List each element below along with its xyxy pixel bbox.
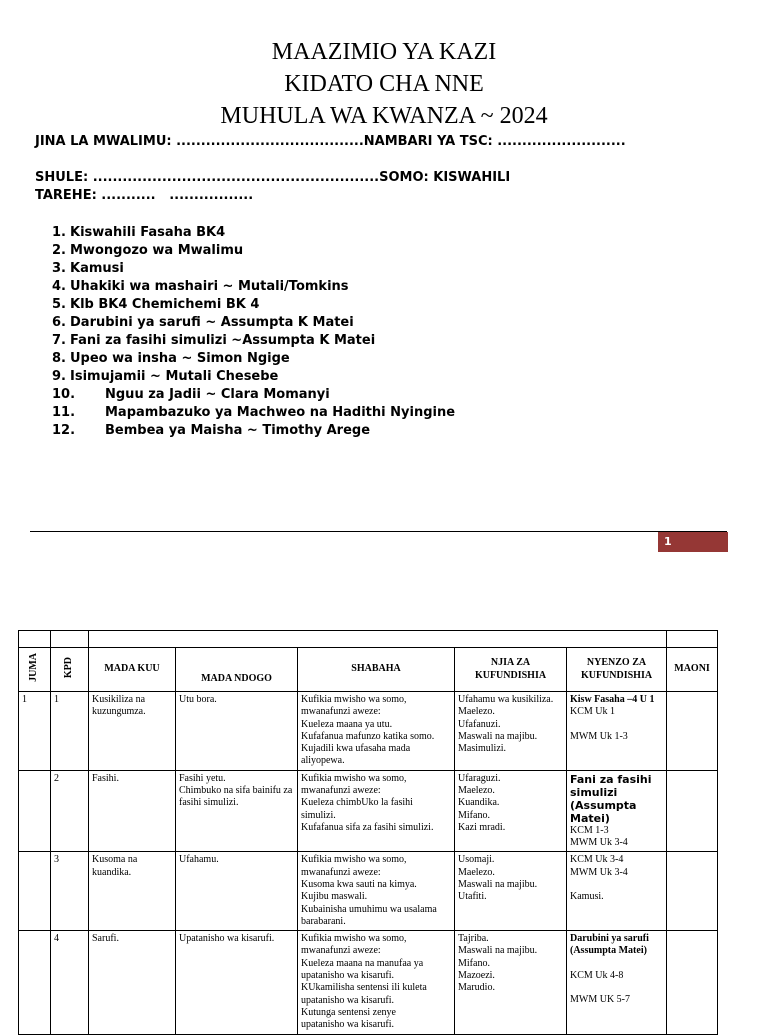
text-line: Kusoma kwa sauti na kimya. [301, 878, 417, 890]
text-line: Usomaji. [458, 854, 495, 866]
text-line: MWM UK 5-7 [570, 994, 630, 1006]
book-number: 5. [52, 297, 66, 312]
text-line: Ufaraguzi. [458, 772, 501, 784]
book-number: 7. [52, 333, 66, 348]
book-number: 1. [52, 225, 66, 240]
book-item [52, 242, 455, 260]
text-line: Kuandika. [458, 797, 500, 809]
text-line: KCM Uk 1 [570, 706, 616, 718]
text-line: Kujibu maswali. [301, 891, 368, 903]
book-item [52, 386, 455, 404]
book-number: 9. [52, 369, 66, 384]
header-juma-label: JUMA [28, 652, 40, 682]
text-line: Kufafanua mafunzo katika somo. [301, 730, 435, 742]
resource-title: Kisw Fasaha –4 U 1 [570, 694, 655, 705]
book-item [52, 296, 455, 314]
cell-nyenzo [567, 770, 667, 852]
cell-juma [19, 770, 51, 852]
book-title: Nguu za Jadii ~ Clara Momanyi [105, 387, 330, 402]
book-item [52, 422, 455, 440]
book-title: Mapambazuko ya Machweo na Hadithi Nyingine [105, 405, 456, 420]
book-title: Bembea ya Maisha ~ Timothy Arege [105, 423, 371, 438]
text-line: Maswali na majibu. [458, 878, 538, 890]
book-title: Mwongozo wa Mwalimu [70, 243, 244, 258]
document-title [0, 36, 768, 132]
text-line: Kueleza maana ya utu. [301, 718, 393, 730]
text-line: Kufikia mwisho wa somo, [301, 694, 407, 705]
book-item [52, 314, 455, 332]
cell-kpd: 4 [51, 931, 89, 1034]
spacer [570, 982, 663, 994]
text-line: Kufikia mwisho wa somo, [301, 933, 407, 945]
cell-njia [455, 852, 567, 931]
book-number: 6. [52, 315, 66, 330]
text-line: mwanafunzi aweze: [301, 706, 381, 718]
book-number: 3. [52, 261, 66, 276]
table-top-row [19, 631, 718, 648]
cell-njia [455, 692, 567, 771]
resource-title: Fani za fasihi simulizi (Assumpta Matei) [570, 772, 652, 825]
text-line: Kufikia mwisho wa somo, [301, 854, 407, 866]
header-nyenzo: NYENZO ZA KUFUNDISHIA [567, 648, 667, 692]
text-line: Ufahamu wa kusikiliza. [458, 694, 554, 705]
text-line: Tajriba. [458, 933, 489, 945]
spacer [570, 879, 663, 891]
book-title: Fani za fasihi simulizi ~Assumpta K Matei [70, 333, 376, 348]
text-line: mwanafunzi aweze: [301, 945, 381, 957]
text-line: KCM Uk 3-4 [570, 854, 624, 866]
title-line-2: KIDATO CHA NNE [284, 71, 484, 97]
text-line: Mifano. [458, 957, 490, 969]
date-info-line: TAREHE: ........... ................. [35, 188, 254, 203]
book-title: Kamusi [70, 261, 124, 276]
book-item [52, 368, 455, 386]
scheme-of-work-table [18, 630, 718, 1035]
book-number: 4. [52, 279, 66, 294]
empty-cell [89, 631, 667, 648]
book-title: Kiswahili Fasaha BK4 [70, 225, 226, 240]
cell-shabaha [298, 931, 455, 1034]
text-line: Ufafanuzi. [458, 718, 501, 730]
book-title: Uhakiki wa mashairi ~ Mutali/Tomkins [70, 279, 349, 294]
header-juma [19, 648, 51, 692]
title-line-1: MAAZIMIO YA KAZI [271, 39, 497, 65]
cell-maoni [667, 931, 718, 1034]
book-title: Upeo wa insha ~ Simon Ngige [70, 351, 290, 366]
empty-cell [51, 631, 89, 648]
cell-mada-kuu: Sarufi. [89, 931, 176, 1034]
cell-nyenzo [567, 931, 667, 1034]
cell-mada-ndogo: Upatanisho wa kisarufi. [176, 931, 298, 1034]
spacer [570, 958, 663, 970]
cell-shabaha [298, 692, 455, 771]
cell-mada-kuu: Kusikiliza na kuzungumza. [89, 692, 176, 771]
school-info-line: SHULE: ..........................................................SOMO: KISWAHILI [35, 170, 511, 185]
book-number: 10. [52, 387, 76, 402]
text-line: aliyopewa. [301, 755, 345, 767]
text-line: Fasihi yetu. [179, 772, 226, 784]
text-line: upatanisho wa kisarufi. [301, 994, 395, 1006]
table-row [19, 931, 718, 1034]
text-line: Kazi mradi. [458, 821, 506, 833]
header-kpd-label: KPD [63, 656, 75, 678]
table-row [19, 770, 718, 852]
text-line: Maelezo. [458, 785, 495, 797]
table-row [19, 852, 718, 931]
text-line: Kutunga sentensi zenye [301, 1006, 396, 1018]
text-line: upatanisho wa kisarufi. [301, 970, 395, 982]
text-line: Maelezo. [458, 706, 495, 718]
book-title: Klb BK4 Chemichemi BK 4 [70, 297, 260, 312]
text-line: MWM Uk 3-4 [570, 866, 628, 878]
header-kpd [51, 648, 89, 692]
cell-njia [455, 770, 567, 852]
text-line: Kujadili kwa ufasaha mada [301, 743, 411, 755]
cell-nyenzo [567, 852, 667, 931]
book-title: Darubini ya sarufi ~ Assumpta K Matei [70, 315, 354, 330]
cell-shabaha [298, 770, 455, 852]
cell-mada-ndogo: Utu bora. [176, 692, 298, 771]
text-line: Kueleza chimbUko la fasihi [301, 797, 413, 809]
cell-kpd: 1 [51, 692, 89, 771]
cell-juma: 1 [19, 692, 51, 771]
header-njia: NJIA ZA KUFUNDISHIA [455, 648, 567, 692]
text-line: Masimulizi. [458, 743, 507, 755]
book-number: 8. [52, 351, 66, 366]
cell-maoni [667, 692, 718, 771]
text-line: Kufafanua sifa za fasihi simulizi. [301, 821, 434, 833]
book-item [52, 332, 455, 350]
book-item [52, 278, 455, 296]
teacher-info-line: JINA LA MWALIMU: ......................................NAMBARI YA TSC: .......................... [35, 134, 626, 149]
text-line: Mifano. [458, 809, 490, 821]
header-mada-kuu: MADA KUU [89, 648, 176, 692]
header-maoni: MAONI [667, 648, 718, 692]
cell-mada-ndogo: Ufahamu. [176, 852, 298, 931]
header-mada-ndogo: MADA NDOGO [176, 648, 298, 692]
text-line: KUkamilisha sentensi ili kuleta [301, 982, 427, 994]
table-row [19, 692, 718, 771]
header-shabaha: SHABAHA [298, 648, 455, 692]
cell-kpd: 2 [51, 770, 89, 852]
footer-divider [30, 531, 727, 532]
book-number: 12. [52, 423, 76, 438]
text-line: Maelezo. [458, 866, 495, 878]
text-line: MWM Uk 1-3 [570, 730, 628, 742]
text-line: KCM Uk 4-8 [570, 969, 624, 981]
empty-cell [667, 631, 718, 648]
cell-kpd: 3 [51, 852, 89, 931]
text-line: Kubainisha umuhimu wa usalama [301, 903, 437, 915]
text-line: Maswali na majibu. [458, 945, 538, 957]
spacer [570, 719, 663, 731]
resource-title: Darubini ya sarufi (Assumpta Matei) [570, 933, 649, 957]
page-number-badge: 1 [658, 532, 728, 552]
title-line-3: MUHULA WA KWANZA ~ 2024 [220, 103, 548, 129]
cell-maoni [667, 770, 718, 852]
reference-book-list [52, 224, 455, 440]
table-header-row [19, 648, 718, 692]
book-item [52, 350, 455, 368]
book-number: 11. [52, 405, 76, 420]
text-line: MWM Uk 3-4 [570, 837, 628, 849]
text-line: mwanafunzi aweze: [301, 785, 381, 797]
book-item [52, 260, 455, 278]
book-number: 2. [52, 243, 66, 258]
cell-shabaha [298, 852, 455, 931]
cell-mada-kuu: Fasihi. [89, 770, 176, 852]
text-line: simulizi. [301, 809, 336, 821]
cell-juma [19, 852, 51, 931]
text-line: Kufikia mwisho wa somo, [301, 772, 407, 784]
book-title: Isimujamii ~ Mutali Chesebe [70, 369, 279, 384]
text-line: Utafiti. [458, 891, 487, 903]
cell-maoni [667, 852, 718, 931]
cell-nyenzo [567, 692, 667, 771]
book-item [52, 224, 455, 242]
text-line: Maswali na majibu. [458, 730, 538, 742]
text-line: mwanafunzi aweze: [301, 866, 381, 878]
empty-cell [19, 631, 51, 648]
book-item [52, 404, 455, 422]
text-line: upatanisho wa kisarufi. [301, 1019, 395, 1031]
cell-mada-ndogo [176, 770, 298, 852]
cell-mada-kuu: Kusoma na kuandika. [89, 852, 176, 931]
text-line: barabarani. [301, 915, 346, 927]
cell-njia [455, 931, 567, 1034]
cell-juma [19, 931, 51, 1034]
text-line: Marudio. [458, 982, 495, 994]
text-line: Mazoezi. [458, 970, 495, 982]
text-line: Chimbuko na sifa bainifu za fasihi simulizi. [179, 785, 293, 809]
text-line: Kueleza maana na manufaa ya [301, 957, 424, 969]
text-line: KCM 1-3 [570, 824, 609, 836]
text-line: Kamusi. [570, 890, 604, 902]
